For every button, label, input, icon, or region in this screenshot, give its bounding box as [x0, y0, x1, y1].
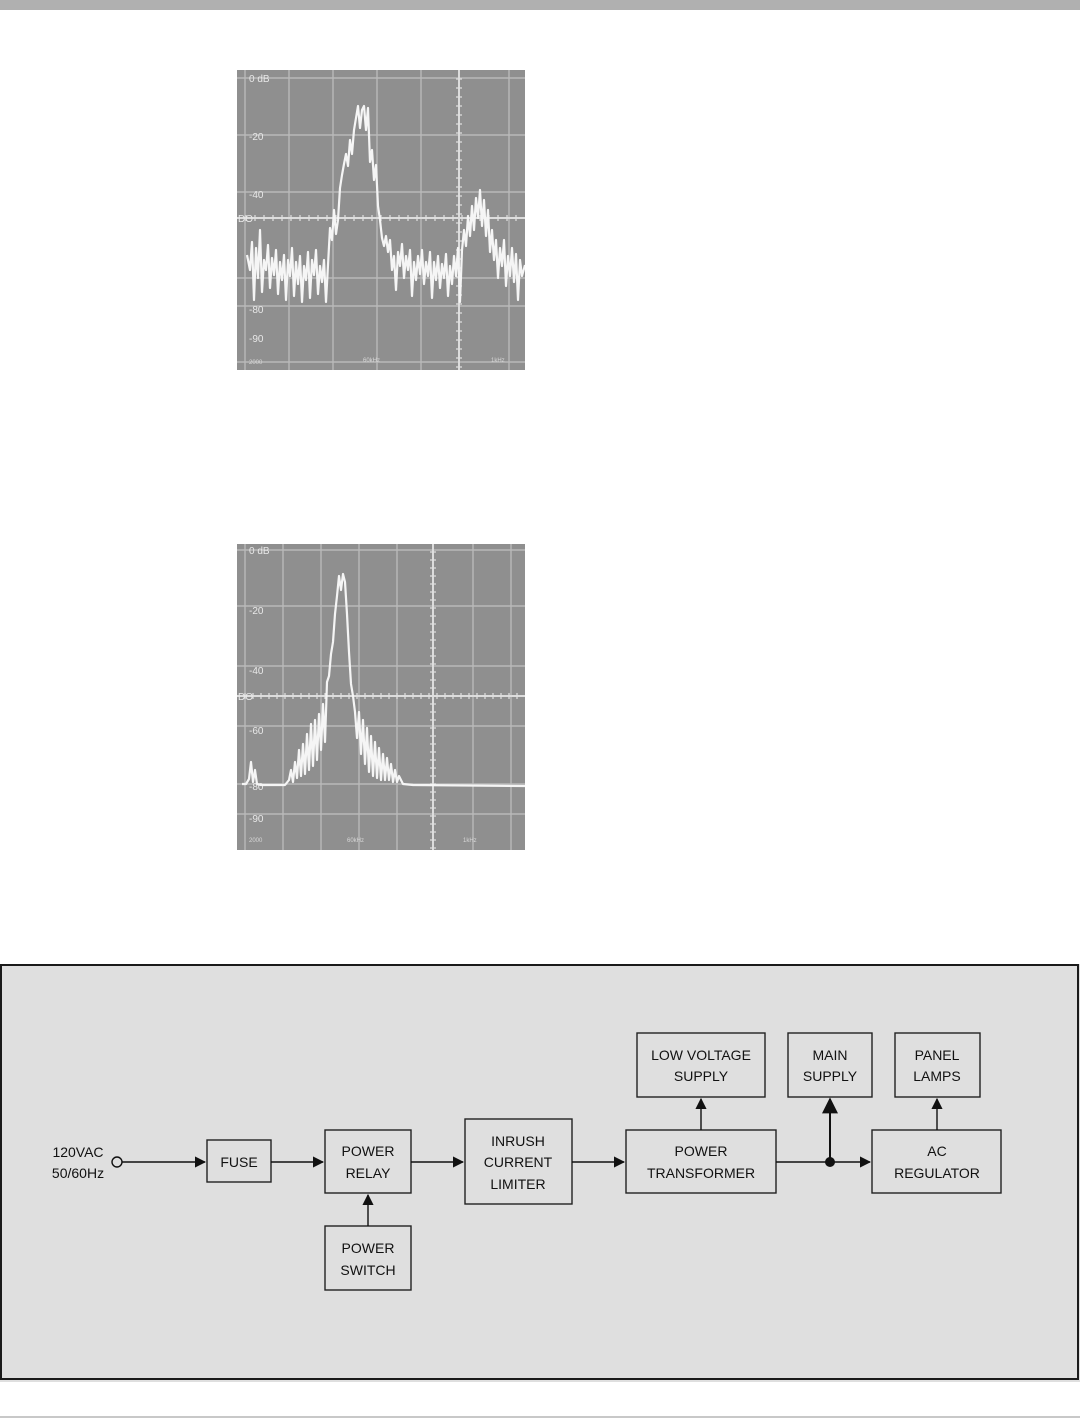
power-switch-label-line2: SWITCH: [340, 1262, 396, 1278]
input-terminal: [112, 1157, 122, 1167]
inrush-label-line1: INRUSH: [491, 1133, 545, 1149]
scope-db-label: -80: [249, 305, 264, 316]
transformer-label-line1: POWER: [674, 1143, 728, 1159]
main-supply-block: [788, 1033, 872, 1097]
spectrum-photo-bottom: [237, 544, 525, 850]
scope-db-label: DO: [238, 692, 253, 703]
scope-db-label: -80: [249, 782, 264, 793]
inrush-label-line2: CURRENT: [483, 1154, 553, 1170]
top-rule-bar: [0, 0, 1080, 10]
scope-db-label: -40: [249, 190, 264, 201]
input-frequency-label: 50/60Hz: [51, 1165, 105, 1181]
power-relay-label-line2: RELAY: [345, 1165, 391, 1181]
scope-footer-label: 2000: [249, 360, 263, 366]
ac-regulator-label-line1: AC: [927, 1143, 947, 1159]
low-voltage-label-line1: LOW VOLTAGE: [651, 1047, 751, 1063]
power-relay-label-line1: POWER: [341, 1143, 395, 1159]
fuse-label: FUSE: [220, 1154, 258, 1170]
low-voltage-label-line2: SUPPLY: [673, 1068, 729, 1084]
power-transformer-block: [626, 1130, 776, 1193]
transformer-label-line2: TRANSFORMER: [646, 1165, 756, 1181]
scope-db-label: -90: [249, 334, 264, 345]
spectrum-photo-top: [237, 70, 525, 370]
power-switch-label-line1: POWER: [341, 1240, 395, 1256]
scope-footer-label: 60kHz: [363, 358, 381, 364]
scope-db-label: DO: [238, 214, 253, 225]
panel-lamps-block: [895, 1033, 980, 1097]
scope-footer-label: 2000: [249, 838, 263, 844]
scope-footer-label: 60kHz: [347, 838, 365, 844]
scope-db-label: -40: [249, 666, 264, 677]
scope-db-label: -20: [249, 132, 264, 143]
ac-regulator-label-line2: REGULATOR: [894, 1165, 980, 1181]
panel-lamps-label-line2: LAMPS: [913, 1068, 961, 1084]
input-voltage-label: 120VAC: [52, 1144, 104, 1160]
scope-db-label: -20: [249, 606, 264, 617]
panel-lamps-label-line1: PANEL: [914, 1047, 960, 1063]
scope-footer-label: 1kHz: [463, 838, 477, 844]
scope-db-label: 0 dB: [249, 74, 270, 85]
bottom-rule: [0, 1416, 1080, 1418]
power-supply-block-diagram: [0, 964, 1080, 1382]
main-supply-label-line1: MAIN: [812, 1047, 848, 1063]
low-voltage-supply-block: [637, 1033, 765, 1097]
inrush-label-line3: LIMITER: [490, 1176, 546, 1192]
scope-footer-label: 1kHz: [491, 358, 505, 364]
power-relay-block: [325, 1130, 411, 1193]
main-supply-label-line2: SUPPLY: [802, 1068, 858, 1084]
scope-db-label: -90: [249, 814, 264, 825]
ac-regulator-block: [872, 1130, 1001, 1193]
scope-db-label: 0 dB: [249, 546, 270, 557]
power-switch-block: [325, 1226, 411, 1290]
scope-db-label: -60: [249, 726, 264, 737]
